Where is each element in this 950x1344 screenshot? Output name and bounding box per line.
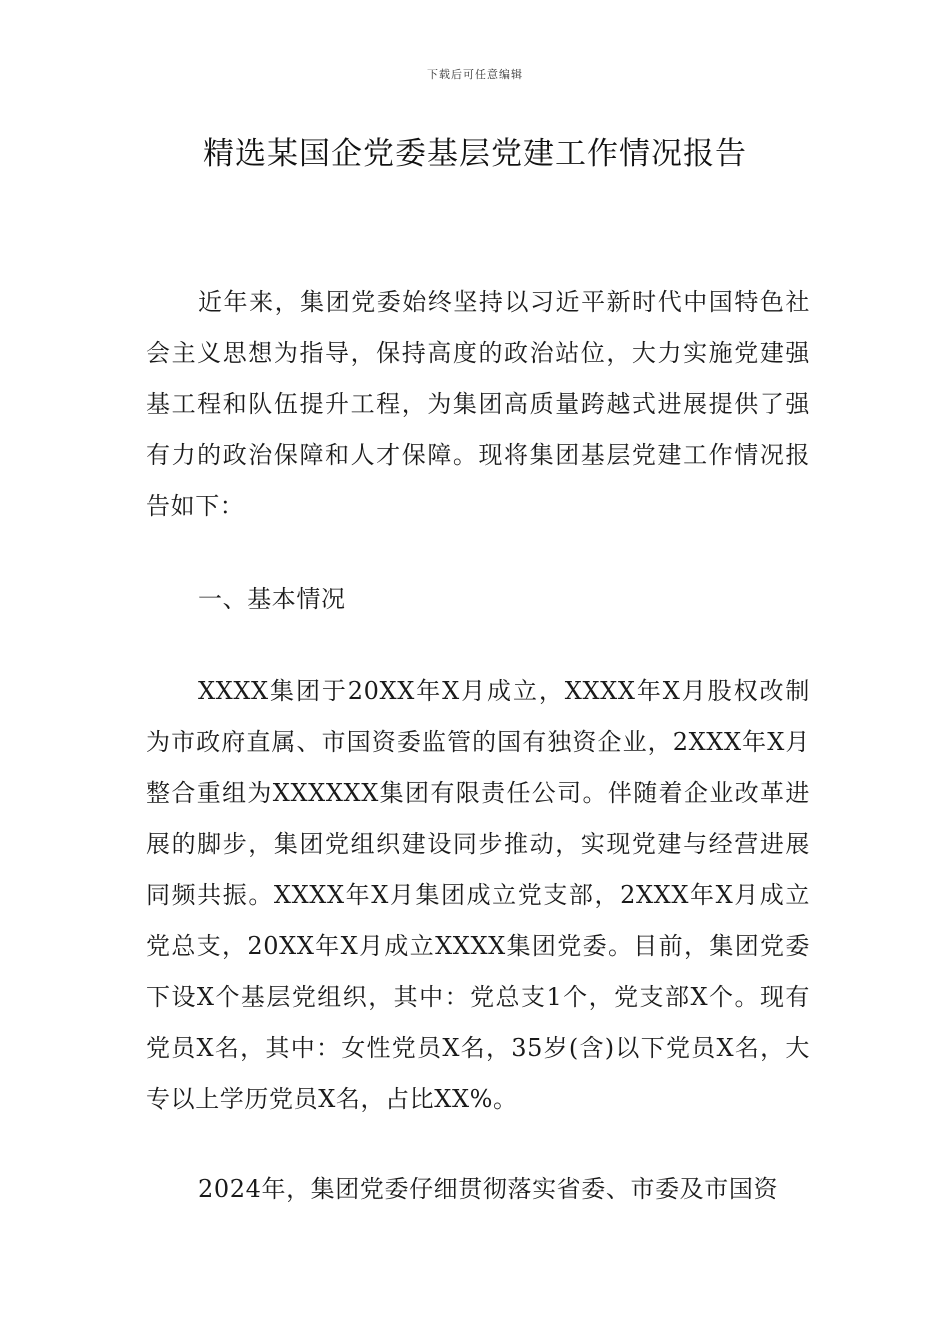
paragraph-basic-situation: XXXX集团于20XX年X月成立，XXXX年X月股权改制为市政府直属、市国资委监管的国有独资企业，2XXX年X月整合重组为XXXXXX集团有限责任公司。伴随着企业改革进展的脚步，集团党组织建设同步推动，实现党建与经营进展同频共振。XXXX年X月集团成立党支部，2XXX年X月成立党总支，20XX年X月成立XXXX集团党委。目前，集团党委下设X个基层党组织，其中：党总支1个，党支部X个。现有党员X名，其中：女性党员X名，35岁(含)以下党员X名，大专以上学历党员X名，占比XX%。: [146, 677, 810, 1113]
section-heading-basic-situation: 一、基本情况: [198, 585, 346, 613]
paragraph-intro: 近年来，集团党委始终坚持以习近平新时代中国特色社会主义思想为指导，保持高度的政治站位，大力实施党建强基工程和队伍提升工程，为集团高质量跨越式进展提供了强有力的政治保障和人才保障。现将集团基层党建工作情况报告如下：: [146, 288, 810, 520]
document-title: 精选某国企党委基层党建工作情况报告: [203, 136, 747, 172]
header-note: 下载后可任意编辑: [427, 68, 523, 81]
paragraph-2024: 2024年，集团党委仔细贯彻落实省委、市委及市国资: [198, 1175, 779, 1203]
